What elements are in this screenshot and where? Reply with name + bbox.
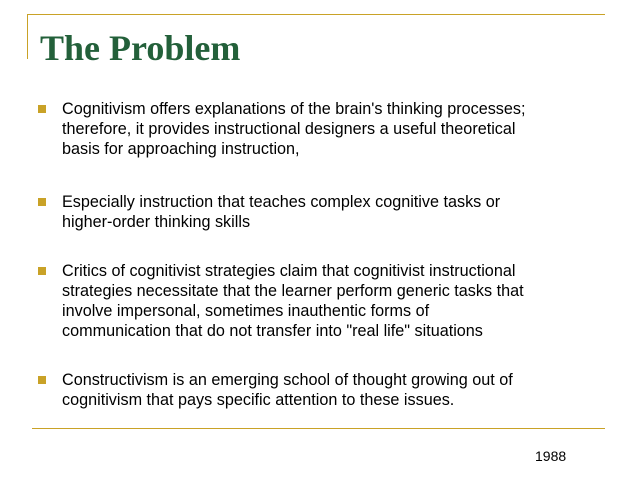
bullet-line: cognitivism that pays specific attention to these issues. (62, 391, 455, 409)
bullet-line: Critics of cognitivist strategies claim that cognitivist instructional (62, 262, 516, 280)
bullet-line: Cognitivism offers explanations of the brain's thinking processes; (62, 100, 526, 118)
slide-title: The Problem (40, 28, 241, 68)
bullet-line: Constructivism is an emerging school of thought growing out of (62, 371, 513, 389)
bullet-text (62, 261, 603, 341)
square-bullet-icon (38, 267, 46, 275)
bullet-text (62, 192, 603, 232)
left-divider (27, 14, 28, 59)
bullet-text (62, 99, 603, 159)
bullet-text (62, 370, 603, 410)
bullet-line: therefore, it provides instructional designers a useful theoretical (62, 120, 516, 138)
top-divider (27, 14, 605, 15)
bullet-line: Especially instruction that teaches complex cognitive tasks or (62, 193, 501, 211)
square-bullet-icon (38, 105, 46, 113)
footer-year: 1988 (535, 448, 567, 464)
square-bullet-icon (38, 198, 46, 206)
bottom-divider (32, 428, 605, 429)
bullet-line: communication that do not transfer into "real life" situations (62, 322, 483, 340)
square-bullet-icon (38, 376, 46, 384)
bullet-line: strategies necessitate that the learner perform generic tasks that (62, 282, 524, 300)
bullet-line: involve impersonal, sometimes inauthentic forms of (62, 302, 430, 320)
bullet-line: higher-order thinking skills (62, 213, 251, 231)
bullet-line: basis for approaching instruction, (62, 140, 300, 158)
